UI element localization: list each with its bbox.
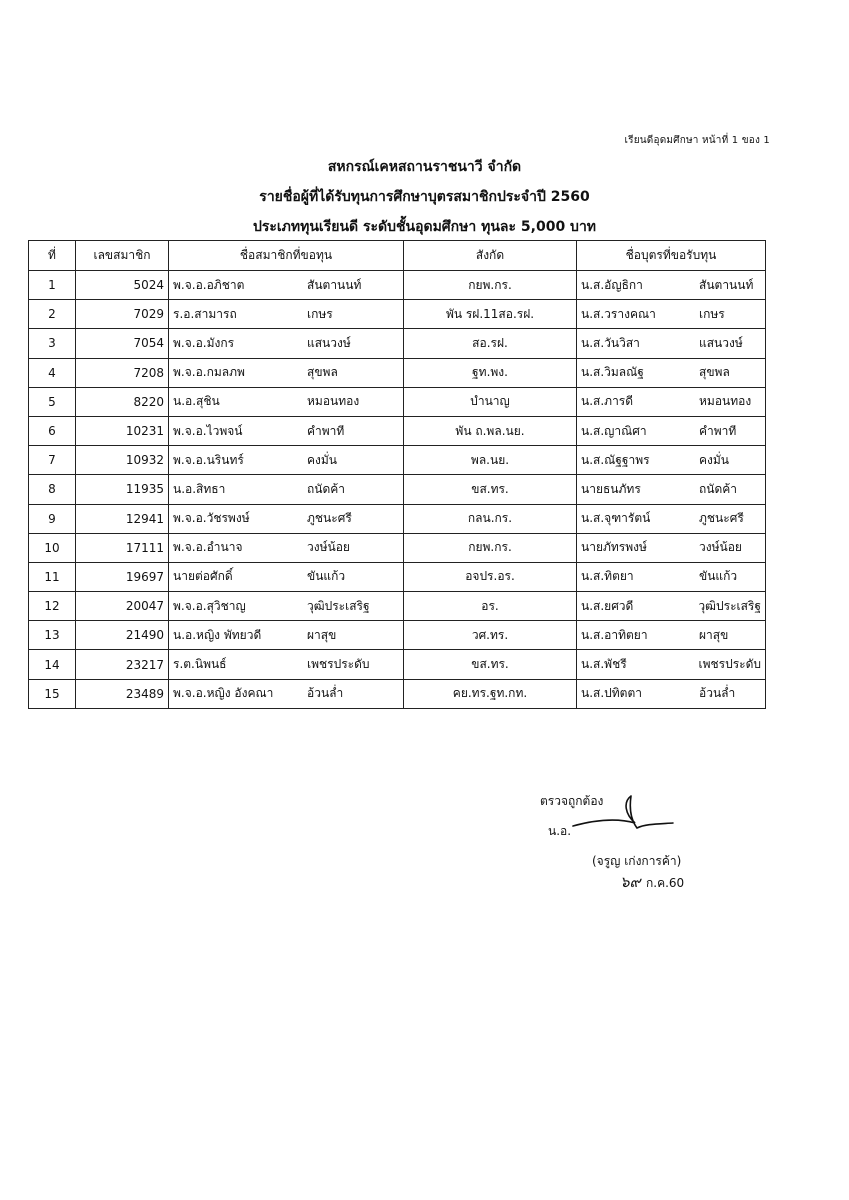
signature-date: ก.ค.60 <box>646 876 685 890</box>
row-number: 3 <box>29 329 76 358</box>
member-name <box>169 475 404 504</box>
child-name <box>577 329 766 358</box>
child-first-name: น.ส.ญาณิศา <box>581 423 647 438</box>
member-id: 23489 <box>76 679 169 708</box>
member-first-name: พ.จ.อ.มังกร <box>173 335 235 350</box>
table-row <box>29 446 766 475</box>
child-first-name: น.ส.ณัฐฐาพร <box>581 452 650 467</box>
member-name <box>169 446 404 475</box>
member-id: 7029 <box>76 300 169 329</box>
row-number: 13 <box>29 621 76 650</box>
child-first-name: น.ส.อัญธิกา <box>581 277 643 292</box>
table-row <box>29 562 766 591</box>
child-last-name: ขันแก้ว <box>699 569 738 584</box>
member-last-name: แสนวงษ์ <box>307 335 351 350</box>
organization-title: สหกรณ์เคหสถานราชนาวี จำกัด <box>327 159 522 175</box>
row-number: 6 <box>29 416 76 445</box>
handwritten-day: ๖๙ <box>620 873 641 891</box>
member-id: 20047 <box>76 592 169 621</box>
member-first-name: พ.จ.อ.นรินทร์ <box>173 452 244 467</box>
affiliation: สอ.รฝ. <box>404 329 577 358</box>
table-header-row <box>29 241 766 271</box>
member-first-name: นายต่อศักดิ์ <box>173 569 233 584</box>
member-name <box>169 504 404 533</box>
member-id: 5024 <box>76 271 169 300</box>
child-first-name: นายธนภัทร <box>581 481 641 496</box>
member-last-name: เกษร <box>307 306 333 321</box>
row-number: 11 <box>29 562 76 591</box>
member-name <box>169 679 404 708</box>
row-number: 4 <box>29 358 76 387</box>
table-row <box>29 650 766 679</box>
child-name <box>577 387 766 416</box>
affiliation: พัน ถ.พล.นย. <box>404 416 577 445</box>
child-last-name: หมอนทอง <box>699 394 752 409</box>
affiliation: กยพ.กร. <box>404 271 577 300</box>
table-row <box>29 300 766 329</box>
affiliation: คย.ทร.ฐท.กท. <box>404 679 577 708</box>
row-number: 2 <box>29 300 76 329</box>
child-first-name: น.ส.ปทิตตา <box>581 686 643 701</box>
affiliation: ขส.ทร. <box>404 650 577 679</box>
affiliation: พัน รฝ.11สอ.รฝ. <box>404 300 577 329</box>
member-id: 11935 <box>76 475 169 504</box>
table-row <box>29 679 766 708</box>
member-id: 23217 <box>76 650 169 679</box>
member-name <box>169 533 404 562</box>
member-name <box>169 300 404 329</box>
child-last-name: คำพาที <box>699 423 737 438</box>
signer-rank: น.อ. <box>548 824 572 838</box>
child-name <box>577 416 766 445</box>
child-first-name: น.ส.พัชรี <box>581 657 627 672</box>
member-id: 7208 <box>76 358 169 387</box>
row-number: 9 <box>29 504 76 533</box>
document-title: รายชื่อผู้ที่ได้รับทุนการศึกษาบุตรสมาชิกประจำปี 2560 <box>259 189 590 205</box>
document-subtitle: ประเภททุนเรียนดี ระดับชั้นอุดมศึกษา ทุนละ 5,000 บาท <box>252 219 597 235</box>
child-last-name: ภูชนะศรี <box>699 511 744 526</box>
header-no: ที่ <box>29 241 76 271</box>
row-number: 14 <box>29 650 76 679</box>
child-last-name: เกษร <box>699 306 725 321</box>
table-row <box>29 416 766 445</box>
member-last-name: ภูชนะศรี <box>307 511 352 526</box>
member-last-name: สุขพล <box>307 365 338 380</box>
child-first-name: น.ส.ยศวดี <box>581 598 634 613</box>
header-affiliation: สังกัด <box>404 241 577 271</box>
member-last-name: ขันแก้ว <box>307 569 346 584</box>
member-name <box>169 621 404 650</box>
table-row <box>29 475 766 504</box>
member-first-name: น.อ.หญิง พัทยวดี <box>173 627 262 642</box>
affiliation: ฐท.พง. <box>404 358 577 387</box>
child-last-name: วงษ์น้อย <box>699 540 742 555</box>
child-first-name: น.ส.ทิตยา <box>581 569 634 584</box>
child-name <box>577 679 766 708</box>
member-last-name: ผาสุข <box>307 627 337 642</box>
member-last-name: สันตานนท์ <box>307 277 362 292</box>
child-last-name: วุฒิประเสริฐ <box>698 598 761 613</box>
row-number: 7 <box>29 446 76 475</box>
child-name <box>577 446 766 475</box>
affiliation: กลน.กร. <box>404 504 577 533</box>
member-id: 17111 <box>76 533 169 562</box>
member-first-name: พ.จ.อ.สุวิชาญ <box>173 598 246 613</box>
header-member-id: เลขสมาชิก <box>76 241 169 271</box>
child-name <box>577 562 766 591</box>
child-last-name: แสนวงษ์ <box>699 335 743 350</box>
child-name <box>577 271 766 300</box>
row-number: 5 <box>29 387 76 416</box>
member-id: 10932 <box>76 446 169 475</box>
row-number: 8 <box>29 475 76 504</box>
row-number: 15 <box>29 679 76 708</box>
child-name <box>577 650 766 679</box>
member-last-name: วุฒิประเสริฐ <box>307 598 370 613</box>
member-first-name: น.อ.สิทธา <box>173 481 226 496</box>
child-last-name: อ้วนล่ำ <box>699 686 736 701</box>
member-name <box>169 416 404 445</box>
member-first-name: พ.จ.อ.กมลภพ <box>173 365 245 380</box>
member-name <box>169 329 404 358</box>
affiliation: ขส.ทร. <box>404 475 577 504</box>
member-first-name: พ.จ.อ.หญิง อังคณา <box>173 686 274 701</box>
row-number: 10 <box>29 533 76 562</box>
child-last-name: สุขพล <box>699 365 730 380</box>
member-last-name: คงมั่น <box>307 452 337 467</box>
affiliation: กยพ.กร. <box>404 533 577 562</box>
member-first-name: พ.จ.อ.ไวพจน์ <box>173 423 243 438</box>
child-name <box>577 621 766 650</box>
signer-name: (จรูญ เก่งการค้า) <box>592 854 682 868</box>
member-last-name: ถนัดค้า <box>307 481 346 496</box>
table-row <box>29 592 766 621</box>
header-child-name: ชื่อบุตรที่ขอรับทุน <box>577 241 766 271</box>
child-name <box>577 533 766 562</box>
member-first-name: พ.จ.อ.อำนาจ <box>173 540 243 555</box>
member-id: 19697 <box>76 562 169 591</box>
page-number-label: เรียนดีอุดมศึกษา หน้าที่ 1 ของ 1 <box>624 135 770 146</box>
member-id: 12941 <box>76 504 169 533</box>
member-first-name: น.อ.สุชิน <box>173 394 220 409</box>
member-name <box>169 271 404 300</box>
member-first-name: ร.อ.สามารถ <box>173 306 237 321</box>
member-name <box>169 650 404 679</box>
child-last-name: คงมั่น <box>699 452 729 467</box>
scholarship-table <box>28 240 766 709</box>
member-first-name: พ.จ.อ.อภิชาต <box>173 277 245 292</box>
member-id: 8220 <box>76 387 169 416</box>
member-name <box>169 592 404 621</box>
member-first-name: ร.ต.นิพนธ์ <box>173 657 227 672</box>
member-name <box>169 562 404 591</box>
affiliation: อจปร.อร. <box>404 562 577 591</box>
affiliation: อร. <box>404 592 577 621</box>
row-number: 12 <box>29 592 76 621</box>
child-first-name: น.ส.ภารดี <box>581 394 634 409</box>
member-last-name: อ้วนล่ำ <box>307 686 344 701</box>
table-row <box>29 387 766 416</box>
member-first-name: พ.จ.อ.วัชรพงษ์ <box>173 511 250 526</box>
affiliation: พล.นย. <box>404 446 577 475</box>
row-number: 1 <box>29 271 76 300</box>
child-last-name: สันตานนท์ <box>699 277 754 292</box>
child-name <box>577 300 766 329</box>
child-last-name: ถนัดค้า <box>699 481 738 496</box>
table-row <box>29 271 766 300</box>
table-row <box>29 329 766 358</box>
verified-label: ตรวจถูกต้อง <box>540 794 604 808</box>
table-row <box>29 504 766 533</box>
handwritten-signature <box>565 790 685 840</box>
child-first-name: น.ส.วิมลณัฐ <box>581 365 644 380</box>
child-name <box>577 358 766 387</box>
member-last-name: หมอนทอง <box>307 394 360 409</box>
child-first-name: น.ส.วันวิสา <box>581 335 640 350</box>
child-name <box>577 475 766 504</box>
child-first-name: น.ส.อาทิตยา <box>581 627 648 642</box>
member-name <box>169 358 404 387</box>
child-name <box>577 504 766 533</box>
member-last-name: วงษ์น้อย <box>307 540 350 555</box>
header-member-name: ชื่อสมาชิกที่ขอทุน <box>169 241 404 271</box>
child-last-name: เพชรประดับ <box>698 657 761 672</box>
member-id: 10231 <box>76 416 169 445</box>
child-first-name: น.ส.จุฑารัตน์ <box>581 511 651 526</box>
child-last-name: ผาสุข <box>699 627 729 642</box>
table-body <box>29 271 766 709</box>
member-id: 7054 <box>76 329 169 358</box>
member-last-name: คำพาที <box>307 423 345 438</box>
member-last-name: เพชรประดับ <box>307 657 370 672</box>
affiliation: วศ.ทร. <box>404 621 577 650</box>
table-row <box>29 533 766 562</box>
table-row <box>29 358 766 387</box>
table-row <box>29 621 766 650</box>
member-name <box>169 387 404 416</box>
child-first-name: น.ส.วรางคณา <box>581 306 656 321</box>
affiliation: บำนาญ <box>404 387 577 416</box>
child-name <box>577 592 766 621</box>
child-first-name: นายภัทรพงษ์ <box>581 540 647 555</box>
member-id: 21490 <box>76 621 169 650</box>
